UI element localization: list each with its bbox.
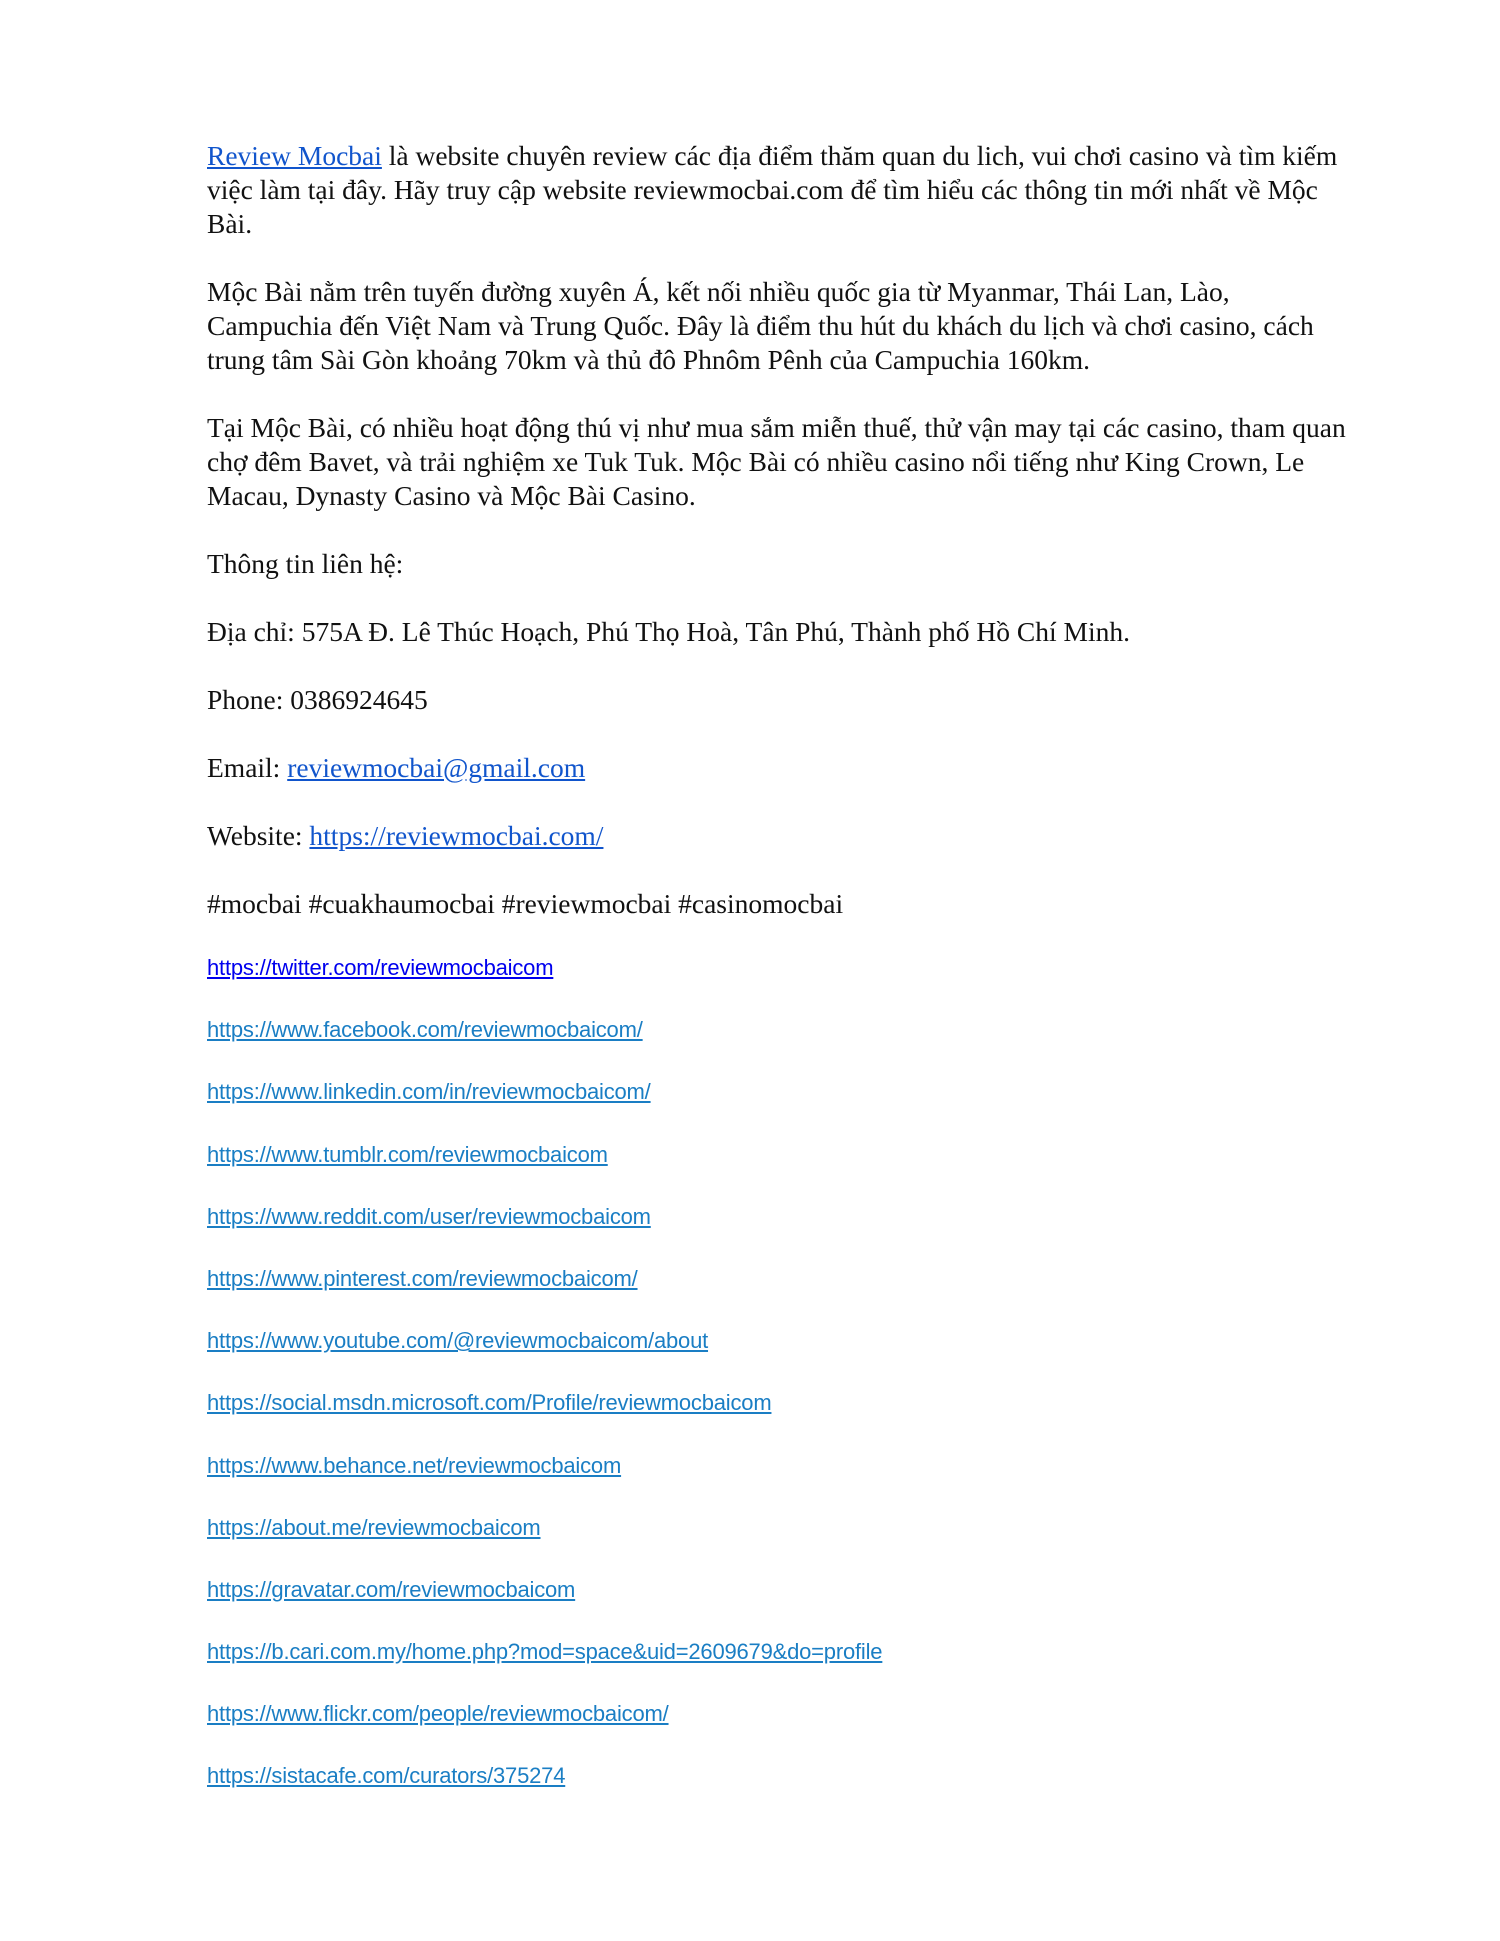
document-body	[207, 139, 1357, 1822]
social-link[interactable]: https://www.youtube.com/@reviewmocbaicom/about	[207, 1328, 709, 1354]
social-link[interactable]: https://www.pinterest.com/reviewmocbaicom/	[207, 1265, 638, 1291]
social-link[interactable]: https://twitter.com/reviewmocbaicom	[207, 955, 554, 980]
location-paragraph: Mộc Bài nằm trên tuyến đường xuyên Á, kết nối nhiều quốc gia từ Myanmar, Thái Lan, Lào, Campuchia đến Việt Nam và Trung Quốc. Đây là điểm thu hút du khách du lịch và chơi casino, cách trung tâm Sài Gòn khoảng 70km và thủ đô Phnôm Pênh của Campuchia 160km.	[207, 276, 1314, 375]
social-link[interactable]: https://www.tumblr.com/reviewmocbaicom	[207, 1141, 608, 1167]
social-link[interactable]: https://www.flickr.com/people/reviewmocbaicom/	[207, 1701, 669, 1727]
social-link[interactable]: https://b.cari.com.my/home.php?mod=space&uid=2609679&do=profile	[207, 1639, 883, 1665]
website-link[interactable]: https://reviewmocbai.com/	[309, 820, 604, 851]
contact-phone: Phone: 0386924645	[207, 684, 428, 715]
contact-address: Địa chỉ: 575A Đ. Lê Thúc Hoạch, Phú Thọ Hoà, Tân Phú, Thành phố Hồ Chí Minh.	[207, 616, 1130, 647]
hashtags: #mocbai #cuakhaumocbai #reviewmocbai #casinomocbai	[207, 888, 844, 919]
social-link[interactable]: https://www.reddit.com/user/reviewmocbaicom	[207, 1203, 651, 1229]
contact-heading: Thông tin liên hệ:	[207, 548, 404, 579]
contact-email	[207, 751, 1357, 785]
social-link[interactable]: https://gravatar.com/reviewmocbaicom	[207, 1576, 576, 1602]
social-link[interactable]: https://www.behance.net/reviewmocbaicom	[207, 1452, 622, 1478]
social-link[interactable]: https://www.facebook.com/reviewmocbaicom/	[207, 1017, 643, 1043]
contact-website	[207, 819, 1357, 853]
intro-text: là website chuyên review các địa điểm thăm quan du lich, vui chơi casino và tìm kiếm việc làm tại đây. Hãy truy cập website reviewmocbai.com để tìm hiểu các thông tin mới nhất về Mộc Bài.	[207, 140, 1338, 239]
social-link[interactable]: https://www.linkedin.com/in/reviewmocbaicom/	[207, 1079, 651, 1105]
activities-paragraph: Tại Mộc Bài, có nhiều hoạt động thú vị như mua sắm miễn thuế, thử vận may tại các casino, tham quan chợ đêm Bavet, và trải nghiệm xe Tuk Tuk. Mộc Bài có nhiều casino nổi tiếng như King Crown, Le Macau, Dynasty Casino và Mộc Bài Casino.	[207, 412, 1346, 511]
social-link[interactable]: https://social.msdn.microsoft.com/Profile/reviewmocbaicom	[207, 1390, 772, 1416]
social-link[interactable]: https://sistacafe.com/curators/375274	[207, 1763, 566, 1789]
social-link[interactable]: https://about.me/reviewmocbaicom	[207, 1514, 541, 1540]
intro-paragraph	[207, 139, 1357, 241]
email-link[interactable]: reviewmocbai@gmail.com	[287, 752, 586, 783]
website-label: Website:	[207, 820, 310, 851]
review-mocbai-link[interactable]: Review Mocbai	[207, 140, 382, 171]
social-links-list	[207, 951, 1357, 1793]
email-label: Email:	[207, 752, 288, 783]
